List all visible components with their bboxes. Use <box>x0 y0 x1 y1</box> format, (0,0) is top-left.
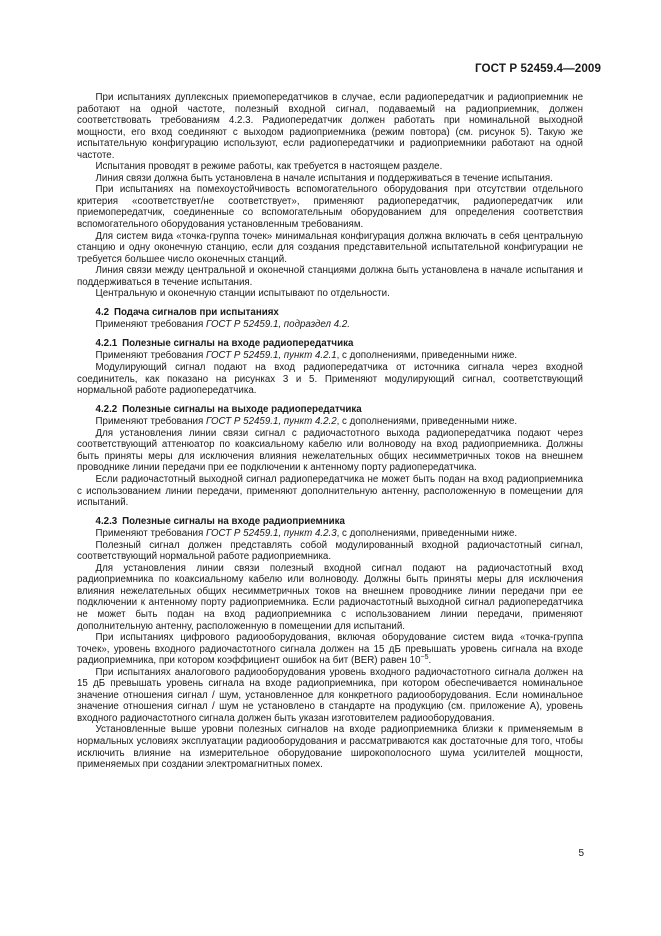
paragraph: Центральную и оконечную станции испытывают по отдельности. <box>95 288 390 300</box>
section-title: Подача сигналов при испытаниях <box>113 306 279 318</box>
section-heading-4-2-1 <box>77 338 583 350</box>
paragraph: Установленные выше уровни полезных сигналов на входе радиоприемника близки к применяемым в нормальных условиях эксплуатации радиооборудования и рассматриваются как достаточные для того, чтобы исключить влияние на измерительное оборудование широкополосного шума усилителей мощности, применяемых при создании электромагнитных помех. <box>77 724 583 771</box>
section-heading-4-2-3 <box>77 516 583 528</box>
paragraph: Испытания проводят в режиме работы, как требуется в настоящем разделе. <box>95 161 443 173</box>
reference-prefix: Применяют требования <box>95 319 206 331</box>
section-heading-4-2-2 <box>77 404 583 416</box>
paragraph: Для установления линии связи сигнал с радиочастотного выхода радиопередатчика подают через соответствующий аттенюатор по коаксиальному кабелю или волноводу на вход радиоприемника. Должны быть приняты меры для исключения влияния нежелательных общих несимметричных токов на внешнем проводнике линии передачи при ее подключении к антенному порту радиопередатчика. <box>77 427 583 474</box>
section-number: 4.2.3 <box>95 515 118 527</box>
page-body <box>77 92 583 771</box>
paragraph-text: При испытаниях цифрового радиооборудования, включая оборудование систем вида «точка-группа точек», уровень входного радиочастотного сигнала должен на 15 дБ превышать уровень сигнала на входе радиоприемника, при котором коэффициент ошибок на бит (BER) равен 10 <box>77 632 583 667</box>
page-number: 5 <box>578 848 584 859</box>
paragraph <box>77 632 583 667</box>
reference-suffix: , с дополнениями, приведенными ниже. <box>336 416 518 428</box>
reference-prefix: Применяют требования <box>95 528 206 540</box>
paragraph: Линия связи между центральной и оконечной станциями должна быть установлена в начале испытания и поддерживаться в течение испытания. <box>77 265 583 288</box>
paragraph: При испытаниях дуплексных приемопередатчиков в случае, если радиопередатчик и радиоприемник не работают на одной частоте, полезный входной сигнал, подаваемый на радиоприемник, должен соответствовать требованиям 4.2.3. Радиопередатчик должен работать при номинальной выходной мощности, его вход соединяют с выходом радиоприемника (режим повтора) (см. рисунок 5). Такую же испытательную конфигурацию используют, если радиопередатчики и радиоприемники работают на одной частоте. <box>77 92 583 161</box>
paragraph: Для установления линии связи полезный входной сигнал подают на радиочастотный вход радиоприемника по коаксиальному кабелю или волноводу. Должны быть приняты меры для исключения влияния нежелательных общих несимметричных токов на внешнем проводнике линии передачи при ее подключении к антенному порту радиоприемника. Если радиочастотный выходной сигнал радиопередатчика не может быть подан на вход радиоприемника с использованием линии передачи, применяют дополнительную антенну, расположенную в помещении для испытаний. <box>77 562 583 632</box>
paragraph: При испытаниях на помехоустойчивость вспомогательного оборудования при отсутствии отдельного критерия «соответствует/не соответствует», применяют радиопередатчик, радиопередатчик или приемопередатчик, соединенные со вспомогательным оборудованием для определения соответствия вспомогательного оборудования установленным требованиям. <box>77 184 583 231</box>
requirements-reference <box>77 350 583 362</box>
requirements-reference <box>77 528 583 540</box>
paragraph: Если радиочастотный выходной сигнал радиопередатчика не может быть подан на вход радиоприемника с использованием линии передачи, применяют дополнительную антенну, расположенную в помещении для испытаний. <box>77 473 583 509</box>
requirements-reference <box>77 319 583 331</box>
section-title: Полезные сигналы на входе радиоприемника <box>122 515 345 527</box>
paragraph: Модулирующий сигнал подают на вход радиопередатчика от источника сигнала через входной соединитель, как показано на рисунках 3 и 5. Применяют модулирующий сигнал, соответствующий нормальной работе радиопередатчика. <box>77 362 583 397</box>
exponent: −5 <box>420 654 429 662</box>
standard-reference: ГОСТ Р 52459.1, пункт 4.2.3 <box>205 528 337 540</box>
reference-prefix: Применяют требования <box>95 350 206 362</box>
section-heading-4-2 <box>77 307 583 319</box>
standard-reference: ГОСТ Р 52459.1, пункт 4.2.1 <box>205 350 337 362</box>
standard-reference: ГОСТ Р 52459.1, подраздел 4.2. <box>205 319 350 331</box>
document-header: ГОСТ Р 52459.4—2009 <box>475 62 601 75</box>
paragraph-end: . <box>428 655 432 667</box>
paragraph: Полезный сигнал должен представлять собой модулированный входной радиочастотный сигнал, соответствующий нормальной работе радиоприемника. <box>77 539 583 563</box>
reference-suffix: , с дополнениями, приведенными ниже. <box>336 528 518 540</box>
paragraph: Для систем вида «точка-группа точек» минимальная конфигурация должна включать в себя центральную станцию и одну оконечную станцию, если для создания представительной испытательной конфигурации не требуется большее число оконечных станций. <box>77 230 583 265</box>
section-number: 4.2.1 <box>95 337 118 349</box>
paragraph: Линия связи должна быть установлена в начале испытания и поддерживаться в течение испытания. <box>95 172 553 184</box>
section-title: Полезные сигналы на входе радиопередатчика <box>122 337 354 349</box>
reference-suffix: , с дополнениями, приведенными ниже. <box>336 350 518 362</box>
requirements-reference <box>77 416 583 428</box>
section-number: 4.2.2 <box>95 403 118 415</box>
reference-prefix: Применяют требования <box>95 416 206 428</box>
standard-reference: ГОСТ Р 52459.1, пункт 4.2.2 <box>205 416 337 428</box>
section-title: Полезные сигналы на выходе радиопередатчика <box>122 403 362 415</box>
section-number: 4.2 <box>95 306 110 318</box>
paragraph: При испытаниях аналогового радиооборудования уровень входного радиочастотного сигнала должен на 15 дБ превышать уровень сигнала на входе радиоприемника, при котором обеспечивается номинальное значение отношения сигнал / шум, установленное для конкретного радиооборудования. Если номинальное значение отношения сигнал / шум не установлено в стандарте на продукцию (см. приложение А), уровень входного радиочастотного сигнала должен быть указан изготовителем радиооборудования. <box>77 666 583 724</box>
